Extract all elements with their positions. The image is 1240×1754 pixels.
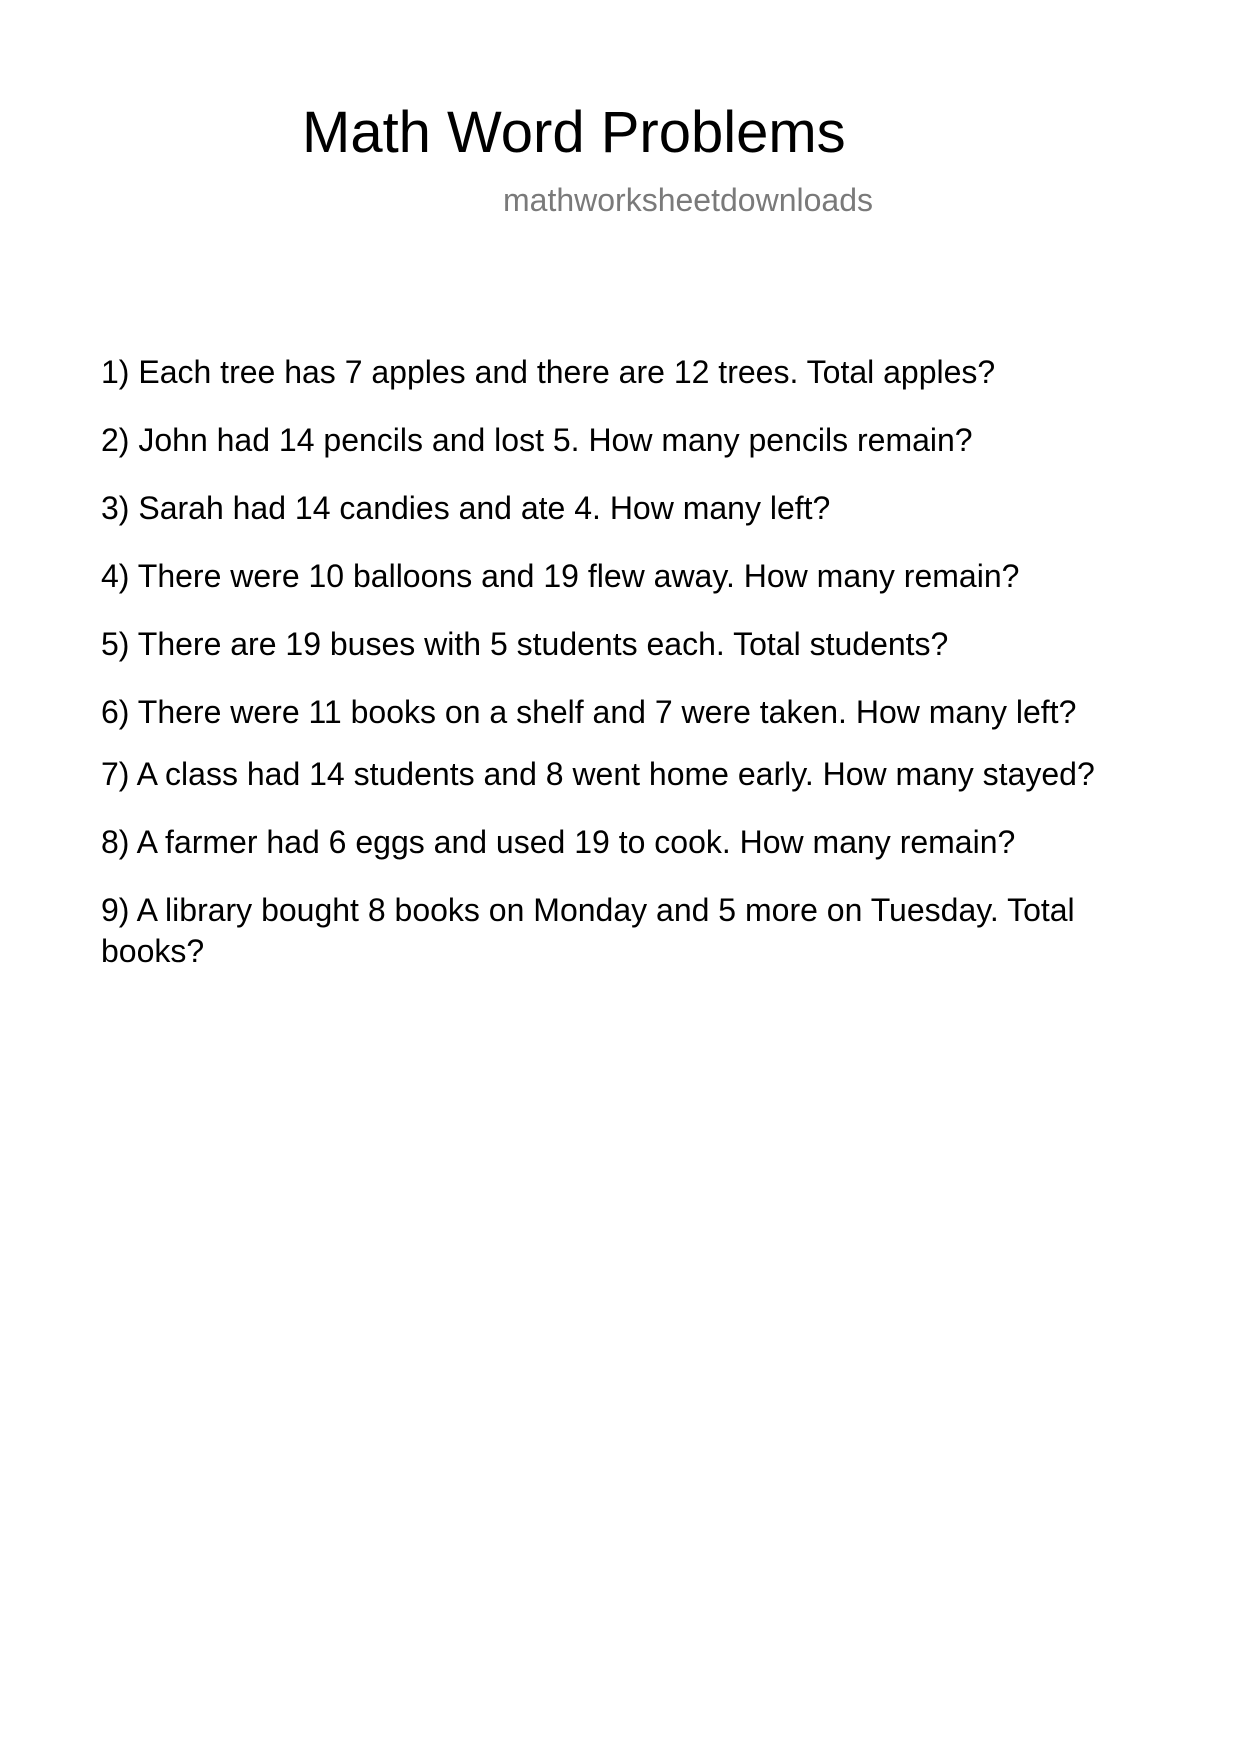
problem-item-6: 6) There were 11 books on a shelf and 7 were taken. How many left? (101, 694, 1077, 730)
problem-item-3: 3) Sarah had 14 candies and ate 4. How many left? (101, 490, 831, 526)
problem-item-5: 5) There are 19 buses with 5 students each. Total students? (101, 626, 949, 662)
problem-item-9: 9) A library bought 8 books on Monday and 5 more on Tuesday. Total books? (101, 892, 1075, 969)
problem-item-7: 7) A class had 14 students and 8 went home early. How many stayed? (101, 756, 1095, 792)
problem-list (101, 352, 1141, 999)
site-name: mathworksheetdownloads (503, 182, 873, 218)
problem-item-8: 8) A farmer had 6 eggs and used 19 to cook. How many remain? (101, 824, 1016, 860)
problem-item-2: 2) John had 14 pencils and lost 5. How many pencils remain? (101, 422, 973, 458)
page-title: Math Word Problems (302, 100, 846, 165)
problem-item-1: 1) Each tree has 7 apples and there are 12 trees. Total apples? (101, 354, 996, 390)
problem-item-4: 4) There were 10 balloons and 19 flew away. How many remain? (101, 558, 1020, 594)
